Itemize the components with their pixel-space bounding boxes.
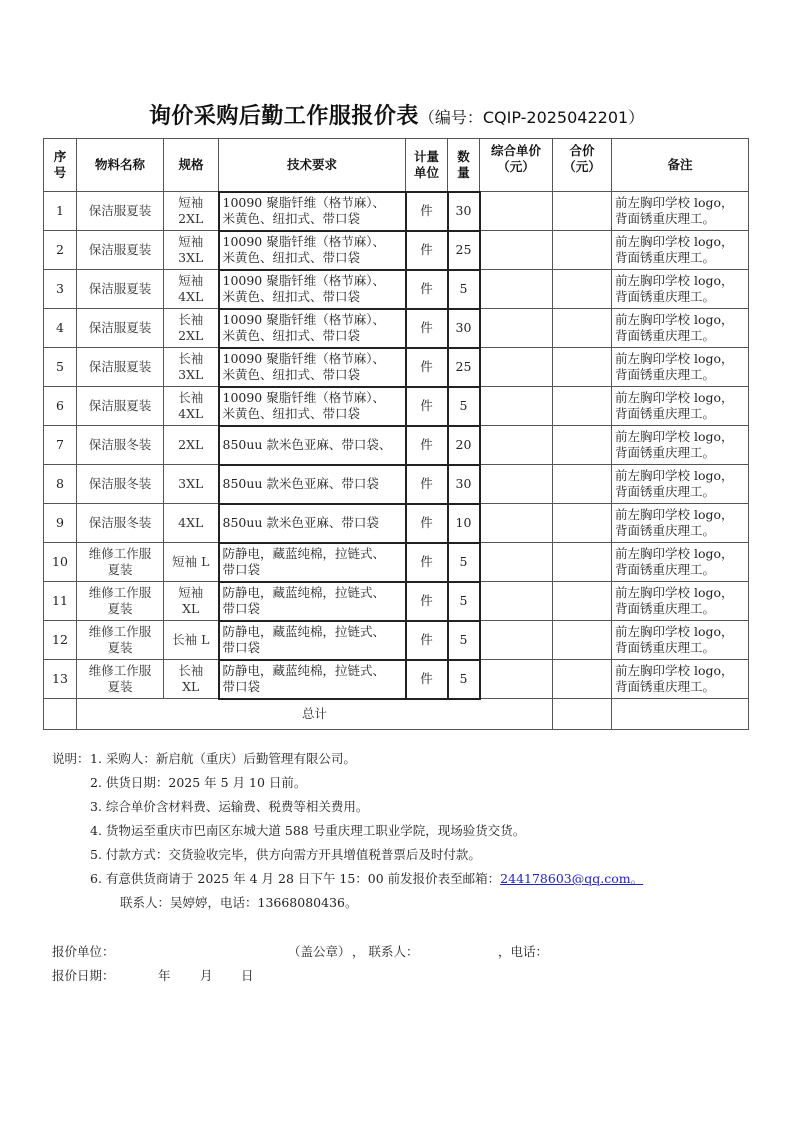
note-item: 4. 货物运至重庆市巴南区东城大道 588 号重庆理工职业学院，现场验货交货。 <box>90 823 526 838</box>
header-seq: 序 号 <box>44 139 77 192</box>
cell-spec: 长袖 3XL <box>164 348 219 387</box>
cell-total-price[interactable] <box>553 270 612 309</box>
cell-remark: 前左胸印学校 logo， 背面锈重庆理工。 <box>612 387 749 426</box>
cell-unit: 件 <box>406 426 448 465</box>
cell-name: 保洁服夏装 <box>77 309 164 348</box>
cell-seq: 11 <box>44 582 77 621</box>
cell-qty: 25 <box>448 348 480 387</box>
cell-spec: 3XL <box>164 465 219 504</box>
table-row <box>44 309 749 348</box>
cell-total-price[interactable] <box>553 426 612 465</box>
cell-tech: 850uu 款米色亚麻、带口袋 <box>219 465 406 504</box>
total-row <box>44 699 749 730</box>
cell-name: 保洁服夏装 <box>77 231 164 270</box>
cell-name: 保洁服夏装 <box>77 192 164 231</box>
cell-name: 保洁服夏装 <box>77 270 164 309</box>
cell-seq: 3 <box>44 270 77 309</box>
footer-quote-unit-line <box>52 942 549 960</box>
cell-tech: 10090 聚脂钎维（格节麻）、 米黄色、纽扣式、带口袋 <box>219 270 406 309</box>
header-name: 物料名称 <box>77 139 164 192</box>
cell-unit: 件 <box>406 543 448 582</box>
cell-total-price[interactable] <box>553 387 612 426</box>
cell-unit: 件 <box>406 270 448 309</box>
cell-tech: 防静电，藏蓝纯棉，拉链式、 带口袋 <box>219 543 406 582</box>
cell-qty: 10 <box>448 504 480 543</box>
cell-qty: 5 <box>448 543 480 582</box>
cell-remark: 前左胸印学校 logo， 背面锈重庆理工。 <box>612 270 749 309</box>
cell-unit-price[interactable] <box>480 231 553 270</box>
cell-tech: 防静电，藏蓝纯棉，拉链式、 带口袋 <box>219 621 406 660</box>
cell-remark: 前左胸印学校 logo， 背面锈重庆理工。 <box>612 582 749 621</box>
cell-spec: 短袖 L <box>164 543 219 582</box>
quote-unit-label: 报价单位： <box>52 944 115 959</box>
table-row <box>44 387 749 426</box>
cell-unit: 件 <box>406 309 448 348</box>
cell-spec: 长袖 XL <box>164 660 219 699</box>
total-seq-blank <box>44 699 77 730</box>
cell-spec: 长袖 2XL <box>164 309 219 348</box>
cell-remark: 前左胸印学校 logo， 背面锈重庆理工。 <box>612 543 749 582</box>
cell-qty: 5 <box>448 387 480 426</box>
cell-spec: 短袖 4XL <box>164 270 219 309</box>
cell-seq: 8 <box>44 465 77 504</box>
cell-unit: 件 <box>406 387 448 426</box>
cell-name: 维修工作服 夏装 <box>77 621 164 660</box>
note-contact: 联系人：吴婷婷，电话：13668080436。 <box>120 895 358 910</box>
phone-label: ，电话： <box>498 944 549 959</box>
cell-unit-price[interactable] <box>480 309 553 348</box>
cell-unit: 件 <box>406 621 448 660</box>
table-row <box>44 192 749 231</box>
table-row <box>44 426 749 465</box>
cell-qty: 5 <box>448 270 480 309</box>
cell-tech: 10090 聚脂钎维（格节麻）、 米黄色、纽扣式、带口袋 <box>219 348 406 387</box>
cell-total-price[interactable] <box>553 660 612 699</box>
quote-table <box>43 138 749 730</box>
footer-date-line <box>52 966 254 984</box>
document-code: （编号：CQIP-2025042201） <box>418 108 645 127</box>
cell-total-price[interactable] <box>553 465 612 504</box>
cell-spec: 短袖 2XL <box>164 192 219 231</box>
cell-remark: 前左胸印学校 logo， 背面锈重庆理工。 <box>612 192 749 231</box>
cell-total-price[interactable] <box>553 621 612 660</box>
table-row <box>44 231 749 270</box>
cell-seq: 10 <box>44 543 77 582</box>
cell-spec: 长袖 4XL <box>164 387 219 426</box>
cell-qty: 30 <box>448 309 480 348</box>
cell-spec: 2XL <box>164 426 219 465</box>
header-total-price: 合价 （元） <box>553 139 612 192</box>
cell-total-price[interactable] <box>553 543 612 582</box>
cell-unit-price[interactable] <box>480 387 553 426</box>
table-row <box>44 348 749 387</box>
cell-remark: 前左胸印学校 logo， 背面锈重庆理工。 <box>612 504 749 543</box>
table-body <box>44 192 749 730</box>
cell-remark: 前左胸印学校 logo， 背面锈重庆理工。 <box>612 348 749 387</box>
cell-unit: 件 <box>406 192 448 231</box>
cell-tech: 850uu 款米色亚麻、带口袋、 <box>219 426 406 465</box>
cell-tech: 10090 聚脂钎维（格节麻）、 米黄色、纽扣式、带口袋 <box>219 309 406 348</box>
table-row <box>44 582 749 621</box>
header-qty: 数 量 <box>448 139 480 192</box>
cell-tech: 防静电，藏蓝纯棉，拉链式、 带口袋 <box>219 660 406 699</box>
cell-spec: 短袖 XL <box>164 582 219 621</box>
cell-spec: 4XL <box>164 504 219 543</box>
table-row <box>44 621 749 660</box>
total-price-cell[interactable] <box>553 699 612 730</box>
note-item: 1. 采购人：新启航（重庆）后勤管理有限公司。 <box>90 751 356 766</box>
note-item: 2. 供货日期：2025 年 5 月 10 日前。 <box>90 775 307 790</box>
cell-unit-price[interactable] <box>480 192 553 231</box>
table-row <box>44 660 749 699</box>
cell-unit: 件 <box>406 348 448 387</box>
note-item: 3. 综合单价含材料费、运输费、税费等相关费用。 <box>90 799 369 814</box>
quote-date-label: 报价日期： <box>52 968 115 983</box>
cell-unit: 件 <box>406 504 448 543</box>
cell-seq: 1 <box>44 192 77 231</box>
cell-unit: 件 <box>406 465 448 504</box>
cell-name: 保洁服冬装 <box>77 426 164 465</box>
total-label: 总计 <box>77 699 553 730</box>
cell-qty: 30 <box>448 465 480 504</box>
cell-name: 保洁服冬装 <box>77 465 164 504</box>
header-unit: 计量 单位 <box>406 139 448 192</box>
cell-seq: 12 <box>44 621 77 660</box>
cell-tech: 10090 聚脂钎维（格节麻）、 米黄色、纽扣式、带口袋 <box>219 192 406 231</box>
cell-tech: 10090 聚脂钎维（格节麻）、 米黄色、纽扣式、带口袋 <box>219 387 406 426</box>
cell-tech: 850uu 款米色亚麻、带口袋 <box>219 504 406 543</box>
cell-unit: 件 <box>406 582 448 621</box>
cell-qty: 25 <box>448 231 480 270</box>
cell-name: 保洁服冬装 <box>77 504 164 543</box>
cell-name: 维修工作服 夏装 <box>77 582 164 621</box>
cell-unit-price[interactable] <box>480 270 553 309</box>
cell-unit-price[interactable] <box>480 582 553 621</box>
cell-name: 维修工作服 夏装 <box>77 660 164 699</box>
table-row <box>44 465 749 504</box>
month-label: 月 <box>200 968 213 983</box>
header-spec: 规格 <box>164 139 219 192</box>
cell-qty: 5 <box>448 660 480 699</box>
cell-seq: 4 <box>44 309 77 348</box>
cell-unit-price[interactable] <box>480 504 553 543</box>
cell-remark: 前左胸印学校 logo， 背面锈重庆理工。 <box>612 621 749 660</box>
cell-unit-price[interactable] <box>480 426 553 465</box>
cell-seq: 13 <box>44 660 77 699</box>
cell-seq: 2 <box>44 231 77 270</box>
cell-name: 保洁服夏装 <box>77 348 164 387</box>
cell-unit-price[interactable] <box>480 543 553 582</box>
note-item-6: 6. 有意供货商请于 2025 年 4 月 28 日下午 15：00 前发报价表至邮箱：244178603@qq.com。 <box>90 871 644 886</box>
year-label: 年 <box>158 968 171 983</box>
cell-remark: 前左胸印学校 logo， 背面锈重庆理工。 <box>612 465 749 504</box>
cell-seq: 9 <box>44 504 77 543</box>
cell-unit: 件 <box>406 660 448 699</box>
contact-label: ， 联系人： <box>352 944 419 959</box>
cell-seq: 7 <box>44 426 77 465</box>
cell-unit-price[interactable] <box>480 621 553 660</box>
header-tech: 技术要求 <box>219 139 406 192</box>
cell-tech: 防静电，藏蓝纯棉，拉链式、 带口袋 <box>219 582 406 621</box>
cell-unit-price[interactable] <box>480 465 553 504</box>
cell-total-price[interactable] <box>553 582 612 621</box>
cell-remark: 前左胸印学校 logo， 背面锈重庆理工。 <box>612 309 749 348</box>
cell-total-price[interactable] <box>553 348 612 387</box>
cell-qty: 5 <box>448 621 480 660</box>
cell-qty: 5 <box>448 582 480 621</box>
cell-qty: 20 <box>448 426 480 465</box>
cell-unit: 件 <box>406 231 448 270</box>
cell-name: 保洁服夏装 <box>77 387 164 426</box>
note-item: 5. 付款方式：交货验收完毕，供方向需方开具增值税普票后及时付款。 <box>90 847 481 862</box>
cell-unit-price[interactable] <box>480 660 553 699</box>
cell-remark: 前左胸印学校 logo， 背面锈重庆理工。 <box>612 426 749 465</box>
cell-unit-price[interactable] <box>480 348 553 387</box>
total-remark-cell <box>612 699 749 730</box>
notes-prefix: 说明： <box>52 751 90 766</box>
cell-tech: 10090 聚脂钎维（格节麻）、 米黄色、纽扣式、带口袋 <box>219 231 406 270</box>
cell-spec: 长袖 L <box>164 621 219 660</box>
cell-seq: 6 <box>44 387 77 426</box>
table-header-row <box>44 139 749 192</box>
cell-qty: 30 <box>448 192 480 231</box>
document-title: 询价采购后勤工作服报价表 <box>148 104 419 129</box>
table-row <box>44 270 749 309</box>
header-remark: 备注 <box>612 139 749 192</box>
cell-total-price[interactable] <box>553 231 612 270</box>
cell-name: 维修工作服 夏装 <box>77 543 164 582</box>
cell-spec: 短袖 3XL <box>164 231 219 270</box>
cell-remark: 前左胸印学校 logo， 背面锈重庆理工。 <box>612 231 749 270</box>
day-label: 日 <box>241 968 254 983</box>
cell-total-price[interactable] <box>553 309 612 348</box>
table-row <box>44 504 749 543</box>
cell-total-price[interactable] <box>553 192 612 231</box>
header-unit-price: 综合单价 （元） <box>480 139 553 192</box>
cell-total-price[interactable] <box>553 504 612 543</box>
document-title-block <box>0 99 793 130</box>
seal-label: （盖公章） <box>288 944 351 959</box>
email-link[interactable]: 244178603@qq.com。 <box>500 871 644 886</box>
table-row <box>44 543 749 582</box>
cell-seq: 5 <box>44 348 77 387</box>
cell-remark: 前左胸印学校 logo， 背面锈重庆理工。 <box>612 660 749 699</box>
